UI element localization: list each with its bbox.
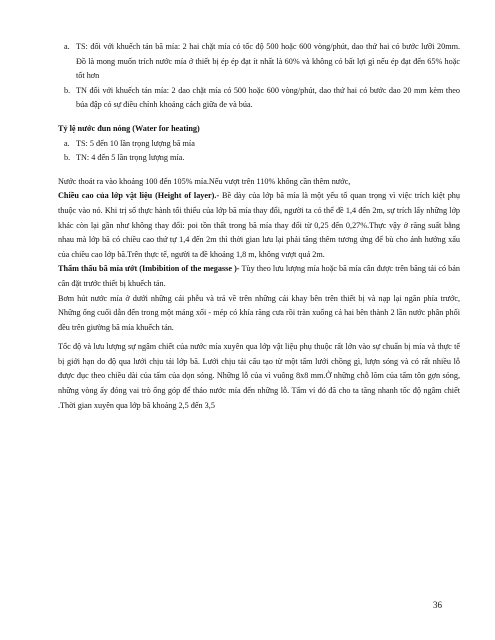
section-heading-water: Tỷ lệ nước đun nóng (Water for heating)	[58, 123, 200, 133]
list-item-text: TN đối với khuếch tán mía: 2 dao chặt mía có 500 hoặc 600 vòng/phút, dao thứ hai có bước dao 20 mm kèm theo búa đập có sự điều chỉnh khoảng cách giữa đe và búa.	[76, 85, 460, 110]
paragraph-layer-height	[58, 175, 460, 263]
section-heading-imbibition: Thẩm thấu bã mía ướt (Imbibition of the megasse )-	[58, 264, 240, 274]
list-item-b	[58, 84, 460, 113]
section-heading-layer: Chiều cao của lớp vật liệu (Height of layer).-	[58, 191, 220, 201]
list-marker: a.	[64, 138, 70, 148]
list-item-text: TS: đối với khuếch tán bã mía: 2 hai chặt mía có tốc độ 500 hoặc 600 vòng/phút, dao thứ hai có bước lưỡi 20mm. Đồ là mong muốn trích nước mía ở thiết bị ép ép đạt ít nhất là 60% và không có bất lợi gì nếu ép đạt đến 65% hoặc tốt hơn	[76, 42, 460, 81]
page-body	[58, 40, 460, 413]
paragraph-pump: Bơm hút nước mía ở dưới những cái phễu và trả về trên những cái khay bên trên thiết bị và nạp lại ngăn phía trước, Những ống cuối dẫn đến trong một máng xối - mép có khía răng cưa rồi tràn xuống cả hai bên thành 2 lần nước phân phối đều trên giường bã mía khuếch tán.	[58, 293, 460, 332]
paragraph-imbibition	[58, 262, 460, 291]
list-marker: b.	[64, 153, 71, 163]
list-item-text: TN: 4 đến 5 lần trọng lượng mía.	[76, 153, 185, 163]
paragraph-intro: Nước thoát ra vào khoảng 100 đến 105% mía.Nếu vượt trên 110% không cần thêm nước,	[58, 176, 351, 186]
list-item-text: TS: 5 đến 10 lần trọng lượng bã mía	[76, 138, 195, 148]
water-item-b	[58, 151, 460, 166]
page-number: 36	[433, 600, 442, 610]
list-item-a	[58, 40, 460, 84]
water-item-a	[58, 137, 460, 152]
paragraph-text: Tùy theo lưu lượng mía hoặc bã mía cân được trên băng tải có bản cân đặt trước thiết bị khuếch tán.	[58, 264, 460, 288]
paragraph-text: Bề dày của lớp bã mía là một yếu tố quan trọng vì việc trích kiệt phụ thuộc vào nó. Khi trị số thực hành tối thiểu của lớp bã mía thay đổi, người ta có thể đề 1,4 đến 2m, sự trích lấy những lớp khác còn lại gần như không thay đổi: poi tồn thất trong bã mía thay đổi từ 0,25 đến 0,27%.Thực vậy ở răng suất bằng nhau mà lớp bã có chiều cao thứ tự 1,4 đến 2m thì thời gian lưu lại phải tăng thêm tương ứng để bù cho ảnh hưởng xấu của chiều cao lớp bã.Trên thực tế, người ta đề khoảng 1,8 m, không vượt quá 2m.	[58, 191, 460, 259]
list-marker: a.	[64, 42, 70, 51]
paragraph-speed: Tốc độ và lưu lượng sự ngâm chiết của nước mía xuyên qua lớp vật liệu phụ thuộc rất lớn vào sự chuẩn bị mía và thực tế bị giới hạn do độ qua lưới chịu tải lớp bã. Lưới chịu tải cấu tạo từ một tấm lưới chồng gì, lượn sóng và có rất nhiều lỗ được đục theo chiều dài của tấm của dọn sóng. Những lỗ của vì vuông 8x8 mm.Ở những chỗ lõm của tấm tôn gợn sóng, những vòng ấy đóng vai trò ống góp để tháo nước mía đến những lỗ. Tấm vỉ đó đã cho ta tăng nhanh tốc độ ngâm chiết .Thời gian xuyên qua lớp bã khoảng 2,5 đến 3,5	[58, 342, 460, 410]
list-marker: b.	[64, 85, 71, 95]
